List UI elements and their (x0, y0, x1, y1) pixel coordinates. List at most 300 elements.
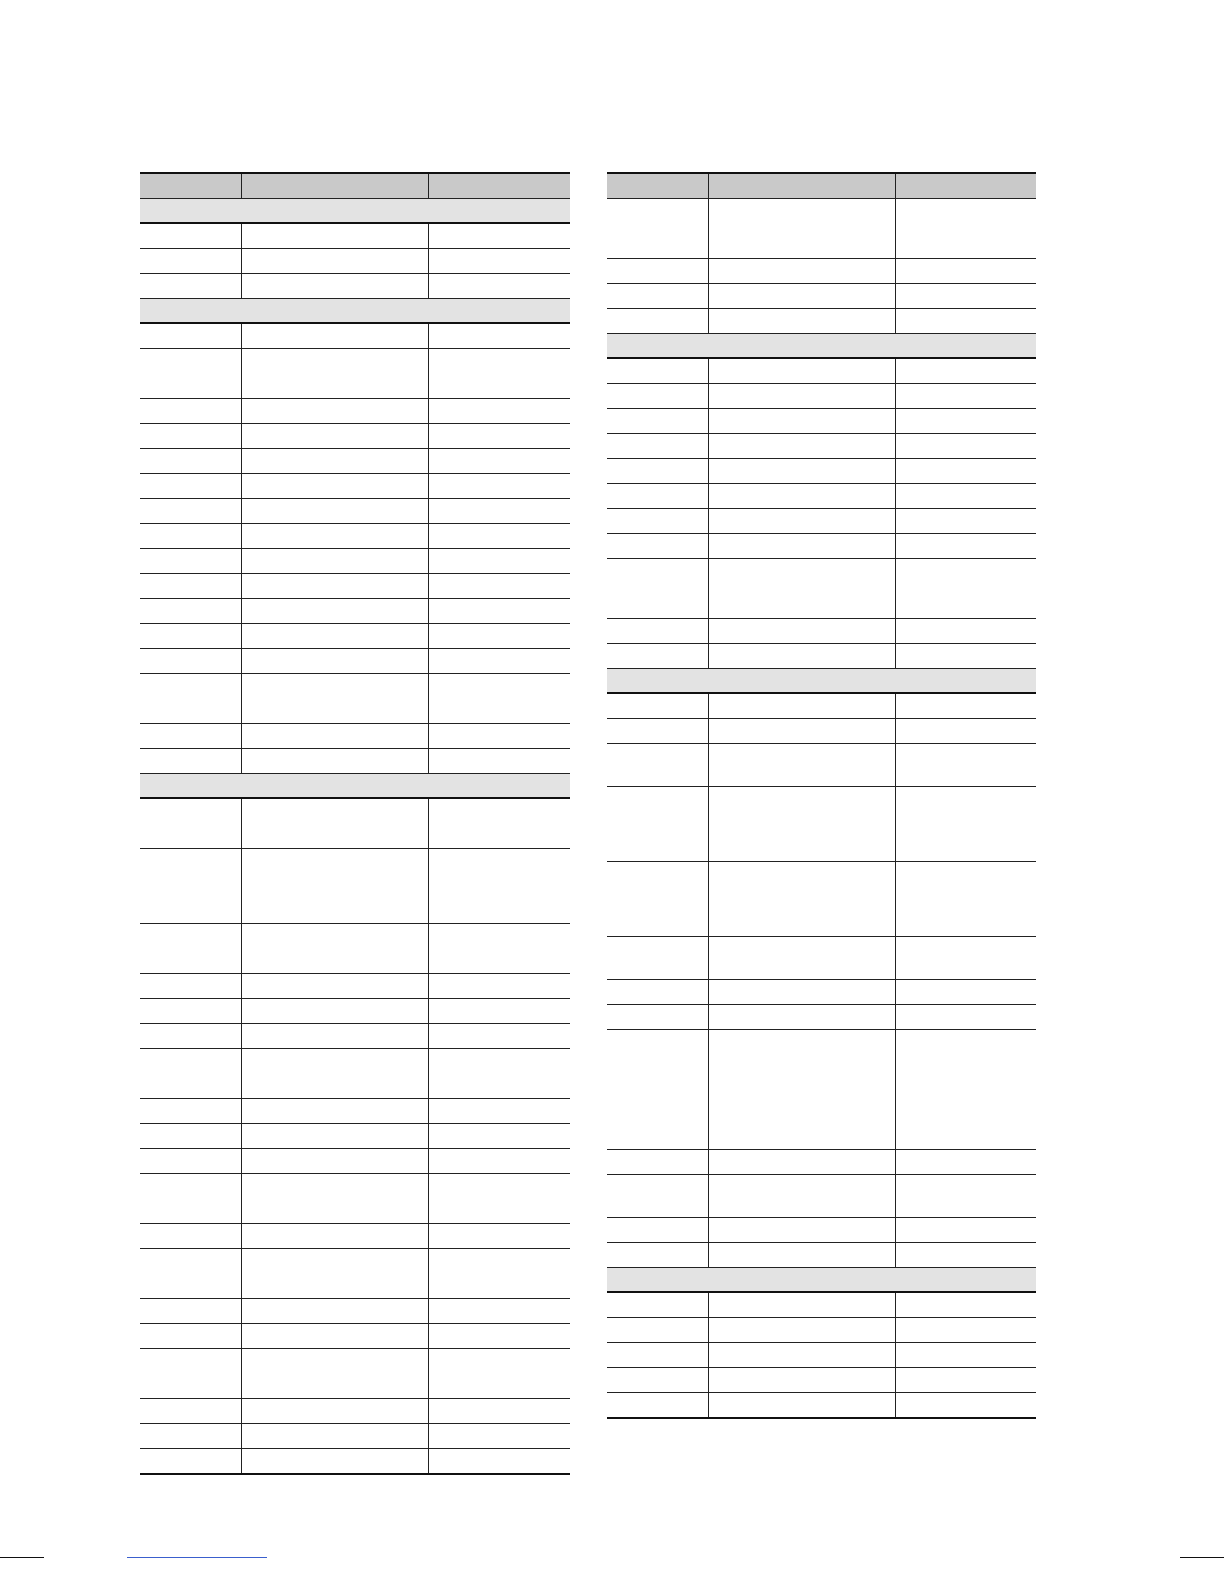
right-cell-col-3 (895, 284, 1036, 309)
right-cell-col-2 (708, 1218, 895, 1243)
left-cell-col-1 (140, 624, 241, 649)
table-row (140, 1224, 570, 1249)
left-cell-col-1 (140, 1299, 241, 1324)
left-cell-col-3 (428, 999, 570, 1024)
left-cell-col-1 (140, 1324, 241, 1349)
table-row (607, 384, 1036, 409)
left-section-header-cell (140, 774, 570, 799)
right-cell-col-2 (708, 1243, 895, 1268)
left-cell-col-1 (140, 849, 241, 924)
right-cell-col-2 (708, 384, 895, 409)
left-cell-col-2 (241, 1299, 428, 1324)
table-row (140, 1399, 570, 1424)
table-row (607, 719, 1036, 744)
table-row (607, 1393, 1036, 1419)
right-spec-table (607, 172, 1036, 1419)
table-row (140, 1299, 570, 1324)
table-row (140, 323, 570, 349)
table-row (140, 999, 570, 1024)
table-row (140, 349, 570, 399)
right-cell-col-3 (895, 744, 1036, 787)
table-row (607, 434, 1036, 459)
right-cell-col-1 (607, 459, 708, 484)
left-cell-col-3 (428, 1149, 570, 1174)
table-row (140, 424, 570, 449)
left-table-body (140, 199, 570, 1475)
table-row (607, 1243, 1036, 1268)
right-cell-col-3 (895, 409, 1036, 434)
right-cell-col-3 (895, 358, 1036, 384)
left-cell-col-3 (428, 524, 570, 549)
right-cell-col-1 (607, 719, 708, 744)
left-cell-col-1 (140, 449, 241, 474)
right-cell-col-3 (895, 484, 1036, 509)
left-cell-col-2 (241, 499, 428, 524)
left-section-header-row (140, 199, 570, 224)
left-cell-col-1 (140, 924, 241, 974)
right-cell-col-2 (708, 937, 895, 980)
left-spec-table (140, 172, 570, 1475)
left-cell-col-2 (241, 624, 428, 649)
left-cell-col-1 (140, 1099, 241, 1124)
right-cell-col-1 (607, 199, 708, 259)
table-row (140, 1174, 570, 1224)
right-cell-col-2 (708, 409, 895, 434)
table-row (607, 459, 1036, 484)
left-cell-col-1 (140, 999, 241, 1024)
left-cell-col-1 (140, 1049, 241, 1099)
left-cell-col-2 (241, 1424, 428, 1449)
left-cell-col-3 (428, 424, 570, 449)
table-row (607, 309, 1036, 334)
right-cell-col-3 (895, 937, 1036, 980)
left-cell-col-1 (140, 349, 241, 399)
right-cell-col-1 (607, 1393, 708, 1419)
right-cell-col-1 (607, 559, 708, 619)
right-cell-col-2 (708, 644, 895, 669)
table-row (140, 223, 570, 249)
right-cell-col-2 (708, 199, 895, 259)
left-cell-col-1 (140, 1124, 241, 1149)
left-cell-col-2 (241, 1174, 428, 1224)
table-row (607, 644, 1036, 669)
right-cell-col-3 (895, 1343, 1036, 1368)
left-cell-col-2 (241, 1349, 428, 1399)
left-cell-col-3 (428, 1124, 570, 1149)
left-cell-col-1 (140, 599, 241, 624)
right-cell-col-2 (708, 534, 895, 559)
left-cell-col-1 (140, 798, 241, 849)
right-cell-col-3 (895, 1318, 1036, 1343)
right-cell-col-1 (607, 1218, 708, 1243)
left-cell-col-2 (241, 549, 428, 574)
right-cell-col-2 (708, 259, 895, 284)
left-cell-col-2 (241, 323, 428, 349)
left-cell-col-2 (241, 399, 428, 424)
right-cell-col-2 (708, 559, 895, 619)
left-cell-col-2 (241, 223, 428, 249)
table-row (140, 798, 570, 849)
left-cell-col-1 (140, 549, 241, 574)
table-row (140, 724, 570, 749)
right-cell-col-3 (895, 719, 1036, 744)
left-cell-col-3 (428, 1399, 570, 1424)
table-row (140, 924, 570, 974)
left-cell-col-1 (140, 499, 241, 524)
right-cell-col-1 (607, 644, 708, 669)
table-row (607, 862, 1036, 937)
right-cell-col-1 (607, 1368, 708, 1393)
left-cell-col-1 (140, 724, 241, 749)
right-cell-col-2 (708, 484, 895, 509)
right-cell-col-2 (708, 1005, 895, 1030)
right-table-header-row (607, 173, 1036, 199)
left-section-header-row (140, 299, 570, 324)
table-row (607, 1292, 1036, 1318)
left-cell-col-1 (140, 1399, 241, 1424)
left-cell-col-3 (428, 574, 570, 599)
table-row (140, 249, 570, 274)
table-row (607, 693, 1036, 719)
left-cell-col-2 (241, 649, 428, 674)
right-cell-col-1 (607, 1005, 708, 1030)
left-cell-col-1 (140, 1224, 241, 1249)
right-cell-col-3 (895, 644, 1036, 669)
left-cell-col-3 (428, 349, 570, 399)
right-cell-col-3 (895, 862, 1036, 937)
table-row (140, 1349, 570, 1399)
left-cell-col-1 (140, 974, 241, 999)
left-cell-col-3 (428, 399, 570, 424)
left-section-header-cell (140, 199, 570, 224)
left-cell-col-2 (241, 999, 428, 1024)
right-cell-col-2 (708, 434, 895, 459)
left-cell-col-3 (428, 1224, 570, 1249)
left-cell-col-3 (428, 249, 570, 274)
right-cell-col-1 (607, 1030, 708, 1150)
right-cell-col-2 (708, 309, 895, 334)
right-cell-col-3 (895, 559, 1036, 619)
table-row (607, 1005, 1036, 1030)
table-row (140, 549, 570, 574)
table-row (140, 624, 570, 649)
right-cell-col-2 (708, 1393, 895, 1419)
left-cell-col-3 (428, 749, 570, 774)
table-row (607, 1030, 1036, 1150)
right-cell-col-1 (607, 434, 708, 459)
left-cell-col-2 (241, 849, 428, 924)
left-cell-col-2 (241, 574, 428, 599)
table-row (607, 559, 1036, 619)
right-cell-col-3 (895, 1175, 1036, 1218)
right-cell-col-2 (708, 284, 895, 309)
left-cell-col-2 (241, 674, 428, 724)
right-cell-col-2 (708, 1368, 895, 1393)
right-cell-col-1 (607, 744, 708, 787)
right-cell-col-2 (708, 358, 895, 384)
left-cell-col-2 (241, 1249, 428, 1299)
right-cell-col-2 (708, 1150, 895, 1175)
right-cell-col-1 (607, 409, 708, 434)
table-row (607, 1368, 1036, 1393)
left-cell-col-3 (428, 323, 570, 349)
table-row (140, 274, 570, 299)
right-header-col-3 (895, 173, 1036, 199)
right-cell-col-3 (895, 534, 1036, 559)
table-row (140, 574, 570, 599)
left-cell-col-1 (140, 1349, 241, 1399)
right-cell-col-1 (607, 1150, 708, 1175)
left-cell-col-2 (241, 449, 428, 474)
left-cell-col-1 (140, 474, 241, 499)
right-cell-col-3 (895, 199, 1036, 259)
right-header-col-1 (607, 173, 708, 199)
right-cell-col-3 (895, 1005, 1036, 1030)
left-cell-col-2 (241, 424, 428, 449)
right-cell-col-2 (708, 980, 895, 1005)
left-cell-col-3 (428, 274, 570, 299)
left-cell-col-2 (241, 1024, 428, 1049)
table-row (607, 284, 1036, 309)
table-row (607, 1343, 1036, 1368)
left-cell-col-1 (140, 323, 241, 349)
right-section-header-cell (607, 1268, 1036, 1293)
table-row (140, 849, 570, 924)
right-cell-col-1 (607, 787, 708, 862)
right-cell-col-3 (895, 309, 1036, 334)
left-cell-col-1 (140, 674, 241, 724)
right-cell-col-1 (607, 384, 708, 409)
right-cell-col-3 (895, 1150, 1036, 1175)
left-cell-col-3 (428, 624, 570, 649)
left-cell-col-3 (428, 499, 570, 524)
right-section-header-row (607, 334, 1036, 359)
right-cell-col-2 (708, 459, 895, 484)
table-row (607, 744, 1036, 787)
table-row (607, 199, 1036, 259)
right-cell-col-2 (708, 693, 895, 719)
table-row (140, 674, 570, 724)
table-row (140, 399, 570, 424)
left-cell-col-2 (241, 1399, 428, 1424)
left-cell-col-2 (241, 974, 428, 999)
right-cell-col-1 (607, 284, 708, 309)
right-cell-col-2 (708, 1292, 895, 1318)
right-cell-col-1 (607, 358, 708, 384)
right-cell-col-1 (607, 619, 708, 644)
table-row (607, 509, 1036, 534)
table-row (607, 980, 1036, 1005)
table-row (607, 787, 1036, 862)
table-row (607, 409, 1036, 434)
right-cell-col-3 (895, 619, 1036, 644)
table-row (140, 1024, 570, 1049)
left-section-header-cell (140, 299, 570, 324)
right-cell-col-3 (895, 787, 1036, 862)
right-cell-col-3 (895, 259, 1036, 284)
left-cell-col-3 (428, 1349, 570, 1399)
right-section-header-row (607, 669, 1036, 694)
right-cell-col-3 (895, 1393, 1036, 1419)
left-cell-col-3 (428, 1024, 570, 1049)
left-cell-col-3 (428, 1424, 570, 1449)
left-cell-col-1 (140, 574, 241, 599)
right-section-header-cell (607, 669, 1036, 694)
left-cell-col-2 (241, 524, 428, 549)
right-cell-col-1 (607, 309, 708, 334)
left-cell-col-3 (428, 474, 570, 499)
left-cell-col-1 (140, 1174, 241, 1224)
left-cell-col-1 (140, 274, 241, 299)
right-cell-col-3 (895, 434, 1036, 459)
left-header-col-1 (140, 173, 241, 199)
table-row (140, 1249, 570, 1299)
right-cell-col-2 (708, 1318, 895, 1343)
left-cell-col-2 (241, 749, 428, 774)
right-cell-col-1 (607, 509, 708, 534)
left-cell-col-1 (140, 524, 241, 549)
left-cell-col-3 (428, 223, 570, 249)
right-cell-col-1 (607, 1318, 708, 1343)
left-cell-col-3 (428, 1324, 570, 1349)
right-cell-col-1 (607, 534, 708, 559)
left-cell-col-3 (428, 449, 570, 474)
left-cell-col-2 (241, 474, 428, 499)
left-cell-col-2 (241, 798, 428, 849)
table-row (140, 524, 570, 549)
right-cell-col-3 (895, 1030, 1036, 1150)
left-cell-col-3 (428, 549, 570, 574)
left-cell-col-1 (140, 1024, 241, 1049)
right-cell-col-2 (708, 619, 895, 644)
left-cell-col-1 (140, 1149, 241, 1174)
footer-link[interactable] (127, 1557, 267, 1558)
left-cell-col-1 (140, 1249, 241, 1299)
footer-rule-left (0, 1557, 44, 1558)
right-cell-col-1 (607, 1243, 708, 1268)
right-cell-col-3 (895, 1292, 1036, 1318)
right-cell-col-1 (607, 862, 708, 937)
right-cell-col-2 (708, 862, 895, 937)
table-row (607, 1150, 1036, 1175)
table-row (140, 474, 570, 499)
left-cell-col-2 (241, 924, 428, 974)
footer-rule-right (1180, 1557, 1224, 1558)
right-cell-col-3 (895, 509, 1036, 534)
table-row (140, 1149, 570, 1174)
table-row (140, 599, 570, 624)
left-cell-col-1 (140, 399, 241, 424)
left-cell-col-3 (428, 599, 570, 624)
table-row (607, 1175, 1036, 1218)
table-row (140, 1324, 570, 1349)
table-row (607, 259, 1036, 284)
table-row (140, 1049, 570, 1099)
left-cell-col-3 (428, 649, 570, 674)
table-row (140, 1124, 570, 1149)
right-cell-col-3 (895, 1368, 1036, 1393)
table-row (140, 649, 570, 674)
table-row (607, 1318, 1036, 1343)
right-header-col-2 (708, 173, 895, 199)
table-row (140, 1424, 570, 1449)
right-cell-col-3 (895, 459, 1036, 484)
right-cell-col-3 (895, 980, 1036, 1005)
right-cell-col-1 (607, 1175, 708, 1218)
right-cell-col-1 (607, 484, 708, 509)
right-cell-col-1 (607, 937, 708, 980)
left-cell-col-2 (241, 249, 428, 274)
table-row (140, 974, 570, 999)
left-cell-col-1 (140, 424, 241, 449)
right-cell-col-1 (607, 259, 708, 284)
left-cell-col-2 (241, 599, 428, 624)
left-header-col-3 (428, 173, 570, 199)
right-cell-col-2 (708, 719, 895, 744)
left-cell-col-1 (140, 1424, 241, 1449)
table-row (140, 499, 570, 524)
right-table-body (607, 199, 1036, 1419)
right-cell-col-2 (708, 744, 895, 787)
left-cell-col-3 (428, 974, 570, 999)
left-cell-col-3 (428, 1174, 570, 1224)
right-cell-col-1 (607, 980, 708, 1005)
left-cell-col-2 (241, 1149, 428, 1174)
left-cell-col-3 (428, 674, 570, 724)
left-header-col-2 (241, 173, 428, 199)
left-cell-col-2 (241, 274, 428, 299)
table-row (607, 358, 1036, 384)
right-cell-col-1 (607, 1292, 708, 1318)
table-row (607, 619, 1036, 644)
left-cell-col-2 (241, 1224, 428, 1249)
left-cell-col-2 (241, 1124, 428, 1149)
right-cell-col-3 (895, 693, 1036, 719)
table-row (607, 534, 1036, 559)
left-cell-col-1 (140, 249, 241, 274)
left-cell-col-3 (428, 924, 570, 974)
right-cell-col-3 (895, 384, 1036, 409)
left-cell-col-3 (428, 849, 570, 924)
table-row (140, 1449, 570, 1475)
right-cell-col-2 (708, 787, 895, 862)
table-row (607, 937, 1036, 980)
right-cell-col-1 (607, 693, 708, 719)
right-cell-col-3 (895, 1243, 1036, 1268)
right-cell-col-1 (607, 1343, 708, 1368)
left-table-header-row (140, 173, 570, 199)
left-cell-col-3 (428, 798, 570, 849)
left-cell-col-3 (428, 1249, 570, 1299)
right-section-header-row (607, 1268, 1036, 1293)
right-section-header-cell (607, 334, 1036, 359)
right-cell-col-2 (708, 1030, 895, 1150)
left-cell-col-1 (140, 749, 241, 774)
left-cell-col-3 (428, 1299, 570, 1324)
left-section-header-row (140, 774, 570, 799)
table-row (607, 1218, 1036, 1243)
table-row (140, 449, 570, 474)
right-cell-col-2 (708, 1175, 895, 1218)
left-cell-col-1 (140, 649, 241, 674)
left-cell-col-3 (428, 1099, 570, 1124)
table-row (140, 1099, 570, 1124)
left-cell-col-2 (241, 1449, 428, 1475)
left-cell-col-2 (241, 1099, 428, 1124)
right-cell-col-3 (895, 1218, 1036, 1243)
left-cell-col-2 (241, 349, 428, 399)
left-cell-col-2 (241, 1049, 428, 1099)
